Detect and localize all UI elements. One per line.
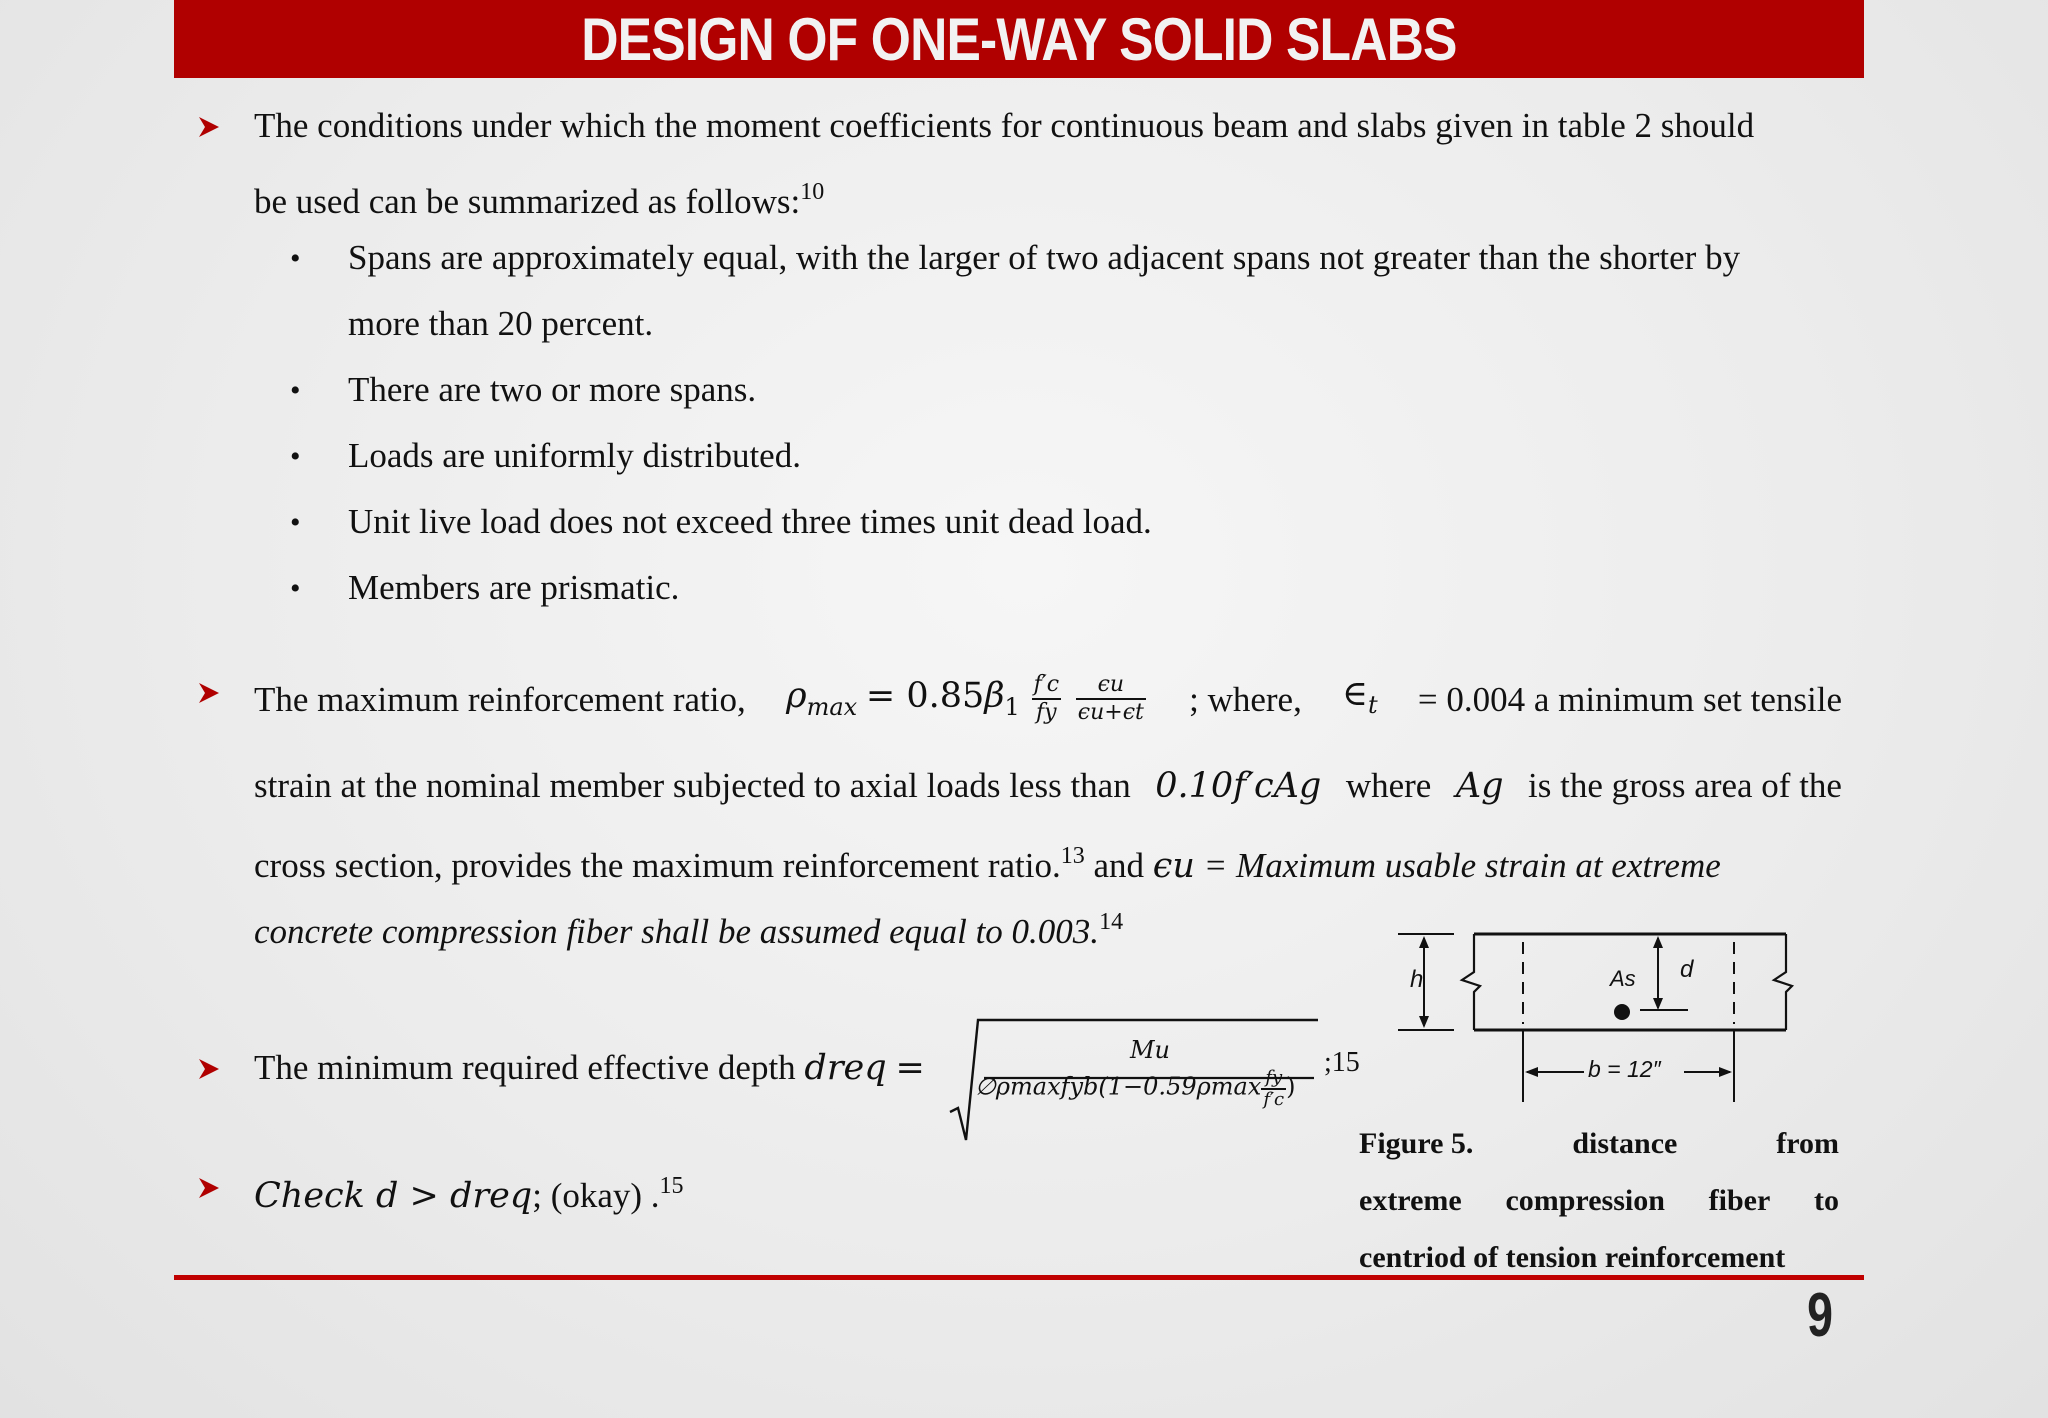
footnote-ref: 14 (1099, 909, 1124, 935)
eps-t-symbol: $\in_t$ (1342, 674, 1378, 720)
figure-label-d: d (1680, 956, 1694, 983)
bullet-dot: • (290, 572, 301, 605)
footnote-ref: 15 (659, 1173, 684, 1199)
depth-ref: ;15 (1324, 1047, 1360, 1078)
max-ratio-line4: concrete compression fiber shall be assumed equal to 0.003.14 (254, 909, 1124, 951)
figure-label-h: h (1410, 966, 1424, 993)
conditions-intro-line1: The conditions under which the moment coefficients for continuous beam and slabs given in table 2 should (254, 106, 1755, 145)
bullet-item-continuation: more than 20 percent. (348, 304, 654, 343)
bullet-dot: • (290, 242, 301, 275)
arrow-bullet-icon (198, 116, 220, 138)
max-ratio-line2: strain at the nominal member subjected to axial loads less than 0.10f′cAg where Ag is the gross area of the (254, 766, 1842, 806)
footnote-ref: 10 (800, 179, 825, 205)
bullet-item: Members are prismatic. (348, 568, 680, 607)
figure-label-b: b = 12″ (1588, 1056, 1661, 1082)
footnote-ref: 13 (1060, 843, 1085, 869)
bullet-dot: • (290, 374, 301, 407)
min-depth-text: The minimum required effective depth dreq = (254, 1048, 925, 1088)
bullet-item: Spans are approximately equal, with the larger of two adjacent spans not greater than the shorter by (348, 238, 1741, 277)
figure-caption: Figure 5. distance from extreme compression fiber to centriod of tension reinforcement (1359, 1127, 1839, 1274)
figure-label-as: As (1610, 966, 1636, 991)
arrow-bullet-icon (198, 1058, 220, 1080)
max-ratio-line3: cross section, provides the maximum reinforcement ratio.$^{13}$ and ϵu = Maximum usable strain at extreme (254, 843, 1721, 886)
max-ratio-line1: The maximum reinforcement ratio, $\rho_{max} = 0.85\beta_1$ $\frac{f'c}{fy}$ $\frac{\epsilon u}{\epsilon u+\epsilon t}$ ; where, $\in_t$ = 0.004 a minimum set tensile (254, 672, 1842, 727)
title-bar (174, 0, 1864, 78)
arrow-bullet-icon (198, 682, 220, 704)
bullet-item: Loads are uniformly distributed. (348, 436, 801, 475)
bullet-dot: • (290, 440, 301, 473)
footer-divider (174, 1275, 1864, 1280)
slide-title: DESIGN OF ONE-WAY SOLID SLABS (581, 5, 1457, 73)
bullet-dot: • (290, 506, 301, 539)
rho-max-formula: $\rho_{max} = 0.85\beta_1$ $\frac{f'c}{fy}$ $\frac{\epsilon u}{\epsilon u+\epsilon t}$ (785, 672, 1144, 725)
page-number: 9 (1807, 1281, 1833, 1350)
depth-denominator: ∅ρmaxfyb(1−0.59ρmax $\frac{fy}{f'c}$ ) (975, 1067, 1296, 1110)
bullet-item: Unit live load does not exceed three times unit dead load. (348, 502, 1152, 541)
conditions-intro-line2: be used can be summarized as follows:$^{10}$ (254, 179, 825, 221)
arrow-bullet-icon (198, 1177, 220, 1199)
bullet-item: There are two or more spans. (348, 370, 757, 409)
check-text: Check d > dreq; (okay) .$^{15}$ (254, 1173, 684, 1216)
depth-numerator: Mu (1129, 1036, 1171, 1064)
